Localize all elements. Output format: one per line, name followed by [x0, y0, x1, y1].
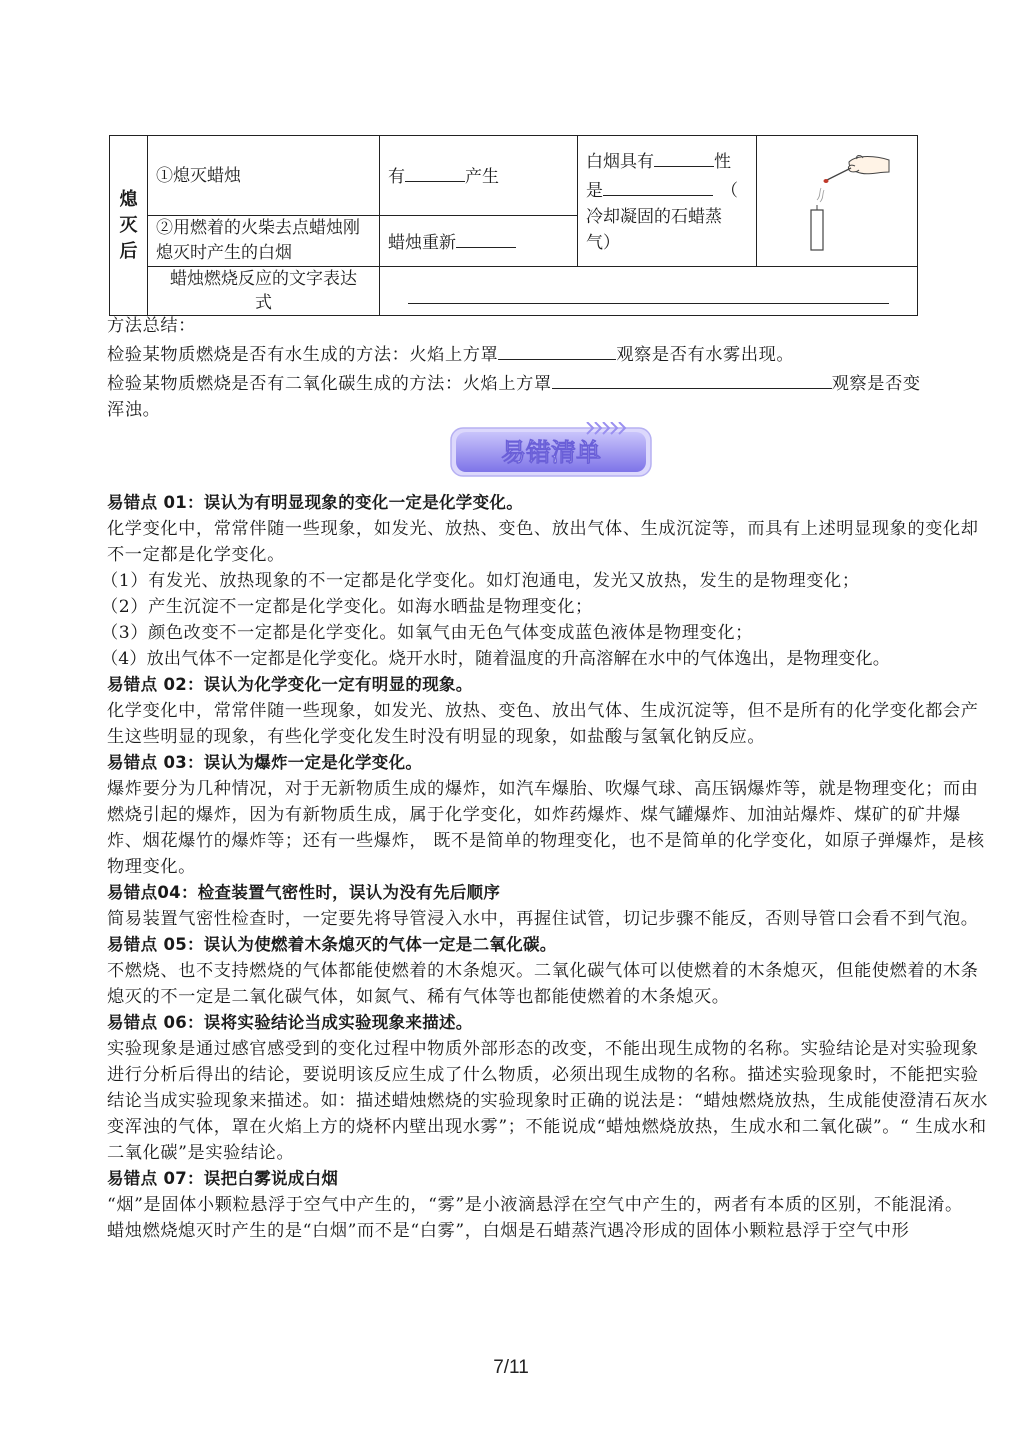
- method-text: 检验某物质燃烧是否有水生成的方法：火焰上方罩: [107, 345, 499, 365]
- fill-blank[interactable]: [603, 175, 713, 196]
- item-title: 易错点 06：误将实验结论当成实验现象来描述。: [107, 1013, 473, 1032]
- conclusion-text: 白烟具有: [586, 152, 654, 172]
- item-title: 易错点 02：误认为化学变化一定有明显的现象。: [107, 675, 473, 694]
- item-body: 实验现象是通过感官感受到的变化过程中物质外部形态的改变，不能出现生成物的名称。实验结论是对实验现象进行分析后得出的结论，要说明该反应生成了什么物质，必须出现生成物的名称。描述实验现象时，不能把实验结论当成实验现象来描述。如：描述蜡烛燃烧的实验现象时正确的说法是：“蜡烛燃烧放热，生成能使澄清石灰水变浑浊的气体，罩在火焰上方的烧杯内壁出现水雾”；不能说成“蜡烛燃烧放热，生成水和二氧化碳”。“ 生成水和二氧化碳”是实验结论。: [107, 1039, 988, 1163]
- section-banner: [449, 422, 653, 478]
- item-title: 易错点04：检查装置气密性时，误认为没有先后顺序: [107, 883, 501, 902]
- error-list: [101, 490, 993, 1244]
- conclusion-text: 是: [586, 181, 603, 201]
- method-text: 检验某物质燃烧是否有二氧化碳生成的方法：火焰上方罩: [107, 374, 552, 394]
- operation-cell-2: [148, 216, 380, 267]
- phenomenon-text: 有: [388, 167, 405, 187]
- phenomenon-cell-1: [380, 136, 578, 216]
- item-title: 易错点 03：误认为爆炸一定是化学变化。: [107, 753, 423, 772]
- item-body: 爆炸要分为几种情况，对于无新物质生成的爆炸，如汽车爆胎、吹爆气球、高压锅爆炸等，就是物理变化；而由燃烧引起的爆炸，因为有新物质生成，属于化学变化，如炸药爆炸、煤气罐爆炸、加油站爆炸、煤矿的矿井爆炸、烟花爆竹的爆炸等；还有一些爆炸， 既不是简单的物理变化，也不是简单的化学变化，如原子弹爆炸，是核物理变化。: [107, 779, 985, 877]
- conclusion-text: （: [721, 181, 738, 201]
- fill-blank[interactable]: [498, 339, 616, 360]
- item-body: 简易装置气密性检查时，一定要先将导管浸入水中，再握住试管，切记步骤不能反，否则导管口会看不到气泡。: [107, 909, 979, 929]
- fill-blank[interactable]: [654, 146, 714, 167]
- banner-graphic: [449, 422, 653, 478]
- conclusion-text: 冷却凝固的石蜡蒸: [586, 207, 722, 227]
- equation-blank[interactable]: [408, 279, 889, 304]
- conclusion-text: 性: [714, 152, 731, 172]
- page-number: 7/11: [493, 1357, 529, 1378]
- method-text: 观察是否有水雾出现。: [616, 345, 795, 365]
- operation-text: ②用燃着的火柴去点蜡烛刚熄灭时产生的白烟: [156, 218, 360, 263]
- equation-answer-cell: [380, 267, 918, 316]
- item-body: 化学变化中，常常伴随一些现象，如发光、放热、变色、放出气体、生成沉淀等，但不是所有的化学变化都会产生这些明显的现象，有些化学变化发生时没有明显的现象，如盐酸与氢氧化钠反应。: [107, 701, 979, 747]
- fill-blank[interactable]: [552, 368, 832, 389]
- item-body: （1）有发光、放热现象的不一定都是化学变化。如灯泡通电，发光又放热，发生的是物理变化；: [101, 571, 860, 591]
- item-body: （2）产生沉淀不一定都是化学变化。如海水晒盐是物理变化；: [101, 597, 593, 617]
- operation-cell-1: [148, 136, 380, 216]
- side-header-char: 熄: [119, 188, 138, 210]
- method-line-2: [107, 368, 993, 397]
- operation-text: ①熄灭蜡烛: [156, 165, 241, 186]
- equation-label-cell: [148, 267, 380, 316]
- item-body: “烟”是固体小颗粒悬浮于空气中产生的，“雾”是小液滴悬浮在空气中产生的，两者有本质的区别，不能混淆。: [107, 1195, 963, 1215]
- side-header-char: 后: [119, 240, 138, 262]
- conclusion-text: 气）: [586, 233, 620, 253]
- item-title: 易错点 01：误认为有明显现象的变化一定是化学变化。: [107, 493, 524, 512]
- item-body: 不燃烧、也不支持燃烧的气体都能使燃着的木条熄灭。二氧化碳气体可以使燃着的木条熄灭，但能使燃着的木条熄灭的不一定是二氧化碳气体，如氮气、稀有气体等也都能使燃着的木条熄灭。: [107, 961, 979, 1007]
- conclusion-cell: [578, 136, 757, 267]
- item-body: （3）颜色改变不一定都是化学变化。如氧气由无色气体变成蓝色液体是物理变化；: [101, 623, 753, 643]
- hand-match-candle-icon: [777, 142, 897, 252]
- method-line-3: 浑浊。: [107, 400, 161, 420]
- fill-blank[interactable]: [405, 161, 465, 182]
- method-line-1: [107, 339, 993, 368]
- method-text: 观察是否变: [831, 374, 921, 394]
- phenomenon-text: 产生: [465, 167, 499, 187]
- phenomenon-cell-2: [380, 216, 578, 267]
- side-header: [110, 136, 148, 316]
- item-body: （4）放出气体不一定都是化学变化。烧开水时，随着温度的升高溶解在水中的气体逸出，是物理变化。: [101, 649, 890, 669]
- phenomenon-text: 蜡烛重新: [388, 232, 456, 253]
- fill-blank[interactable]: [456, 227, 516, 248]
- item-body: 化学变化中，常常伴随一些现象，如发光、放热、变色、放出气体、生成沉淀等，而具有上述明显现象的变化却不一定都是化学变化。: [107, 519, 979, 565]
- item-title: 易错点 05：误认为使燃着木条熄灭的气体一定是二氧化碳。: [107, 935, 557, 954]
- item-title: 易错点 07：误把白雾说成白烟: [107, 1169, 339, 1188]
- experiment-table: [109, 135, 918, 316]
- side-header-char: 灭: [119, 214, 138, 236]
- method-summary: [107, 313, 993, 423]
- method-title: 方法总结：: [107, 316, 196, 336]
- equation-label: 蜡烛燃烧反应的文字表达式: [170, 269, 357, 313]
- illustration-cell: [757, 136, 918, 267]
- item-body: 蜡烛燃烧熄灭时产生的是“白烟”而不是“白雾”，白烟是石蜡蒸汽遇冷形成的固体小颗粒悬浮于空气中形: [107, 1221, 910, 1241]
- banner-label: 易错清单: [500, 438, 602, 467]
